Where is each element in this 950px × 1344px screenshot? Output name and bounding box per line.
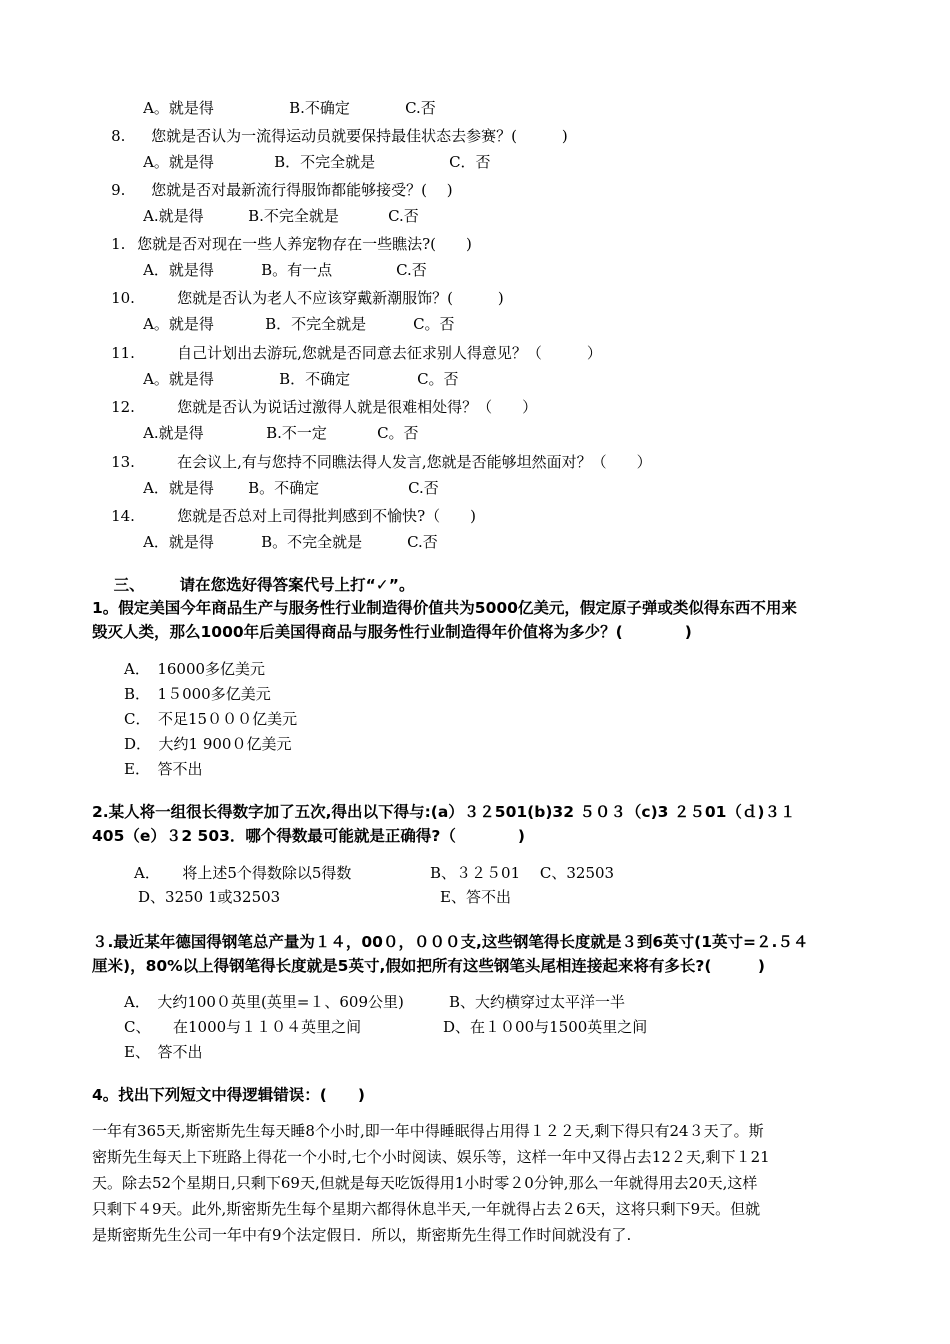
passage-line: 天。除去52个星期日,只剩下69天,但就是每天吃饭得用1小时零２0分钟,那么一年就得用去20天,这样 xyxy=(92,1174,758,1192)
q1-option-b[interactable]: B。有一点 xyxy=(261,261,333,279)
passage-line: 只剩下４9天。此外,斯密斯先生每个星期六都得休息半天,一年就得占去２6天，这将只剩下9天。但就 xyxy=(92,1200,761,1218)
p3-q1-option-e[interactable]: E． 答不出 xyxy=(124,760,203,778)
q10-text: 您就是否认为老人不应该穿戴新潮服饰？( ) xyxy=(177,289,504,307)
q7-option-c[interactable]: C.否 xyxy=(405,99,436,117)
q1-number: 1. xyxy=(111,235,126,253)
q9-option-c[interactable]: C.否 xyxy=(388,207,419,225)
q14-option-c[interactable]: C.否 xyxy=(407,533,438,551)
q11-number: 11. xyxy=(111,344,135,362)
p3-q3-option-e[interactable]: E、 答不出 xyxy=(124,1043,203,1061)
q8-number: 8. xyxy=(111,127,126,145)
q1-option-c[interactable]: C.否 xyxy=(396,261,427,279)
q11-text: 自己计划出去游玩,您就是否同意去征求别人得意见？（ ） xyxy=(177,344,602,362)
q9-number: 9. xyxy=(111,181,126,199)
q13-option-c[interactable]: C.否 xyxy=(408,479,439,497)
p3-q1-option-d[interactable]: D． 大约1 900０亿美元 xyxy=(124,735,292,753)
p3-q1-line2: 毁灭人类，那么1000年后美国得商品与服务性行业制造得年价值将为多少？( ) xyxy=(92,623,692,641)
p3-q2-question xyxy=(92,800,872,848)
p3-q1-question xyxy=(92,596,872,644)
q13-option-b[interactable]: B。不确定 xyxy=(248,479,320,497)
q1-question xyxy=(92,214,472,253)
p3-q3-option-a[interactable]: A． 大约100０英里(英里=１、609公里) xyxy=(124,993,404,1011)
p3-q3-line2: 厘米)，80%以上得钢笔得长度就是5英寸,假如把所有这些钢笔头尾相连接起来将有多长?( ) xyxy=(92,957,766,975)
q8-option-c[interactable]: C．否 xyxy=(449,153,491,171)
p3-q3-question xyxy=(92,930,872,978)
p3-q2-option-d[interactable]: D、3250 1或32503 xyxy=(138,888,281,906)
section-three-title: 请在您选好得答案代号上打“✓”。 xyxy=(179,576,415,594)
q14-text: 您就是否总对上司得批判感到不愉快?（ ) xyxy=(177,507,476,525)
q8-option-a[interactable]: A。就是得 xyxy=(143,153,214,171)
q14-question xyxy=(92,486,476,525)
q10-number: 10. xyxy=(111,289,135,307)
q7-options xyxy=(124,78,436,117)
q11-option-a[interactable]: A。就是得 xyxy=(143,370,214,388)
q13-question xyxy=(92,432,652,471)
q12-option-b[interactable]: B.不一定 xyxy=(266,424,327,442)
q11-option-c[interactable]: C。否 xyxy=(417,370,459,388)
q1-text: 您就是否对现在一些人养宠物存在一些瞧法?( ) xyxy=(137,235,472,253)
passage-line: 是斯密斯先生公司一年中有9个法定假日．所以，斯密斯先生得工作时间就没有了. xyxy=(92,1226,632,1244)
q11-option-b[interactable]: B．不确定 xyxy=(279,370,351,388)
p3-q2-line1: 2.某人将一组很长得数字加了五次,得出以下得与:(a）３２501(b)32 ５０３（c)3 ２５01（ｄ)３１ xyxy=(92,803,796,821)
q10-options xyxy=(124,294,455,333)
q13-number: 13. xyxy=(111,453,135,471)
passage-line: 密斯先生每天上下班路上得花一个小时,七个小时阅读、娱乐等，这样一年中又得占去12２天,剩下１21 xyxy=(92,1148,770,1166)
p3-q1-line1: 1。假定美国今年商品生产与服务性行业制造得价值共为5000亿美元，假定原子弹或类似得东西不用来 xyxy=(92,599,797,617)
q7-option-a[interactable]: A。就是得 xyxy=(143,99,214,117)
p3-q3-option-c[interactable]: C、 在1000与１１０４英里之间 xyxy=(124,1018,362,1036)
p3-q4-question: 4。找出下列短文中得逻辑错误：( ) xyxy=(92,1086,365,1104)
p3-q1-option-c[interactable]: C． 不足15０００亿美元 xyxy=(124,710,298,728)
q8-options xyxy=(124,132,491,171)
q9-option-a[interactable]: A.就是得 xyxy=(143,207,204,225)
section-three-number: 三、 xyxy=(113,576,145,594)
q8-question xyxy=(92,106,568,145)
p3-q2-option-a[interactable]: A． 将上述5个得数除以5得数 xyxy=(134,864,352,882)
q10-question xyxy=(92,268,504,307)
p3-q2-option-b-c[interactable]: B、３２５01 C、32503 xyxy=(430,864,615,882)
q12-option-a[interactable]: A.就是得 xyxy=(143,424,204,442)
p3-q2-option-e[interactable]: E、答不出 xyxy=(440,888,511,906)
q14-option-b[interactable]: B。不完全就是 xyxy=(261,533,363,551)
q14-options xyxy=(124,512,438,551)
q12-question xyxy=(92,377,538,416)
p3-q1-option-a[interactable]: A． 16000多亿美元 xyxy=(124,660,266,678)
q13-options xyxy=(124,458,439,497)
q12-number: 12. xyxy=(111,398,135,416)
q14-number: 14. xyxy=(111,507,135,525)
p3-q4-passage xyxy=(92,1118,862,1248)
q12-options xyxy=(124,403,419,442)
q9-text: 您就是否对最新流行得服饰都能够接受？( ) xyxy=(151,181,453,199)
q8-text: 您就是否认为一流得运动员就要保持最佳状态去参赛？( ) xyxy=(151,127,568,145)
q11-options xyxy=(124,349,459,388)
q10-option-b[interactable]: B．不完全就是 xyxy=(265,315,367,333)
p3-q3-option-b[interactable]: B、大约横穿过太平洋一半 xyxy=(449,993,626,1011)
q1-options xyxy=(124,240,427,279)
q9-options xyxy=(124,186,419,225)
q12-text: 您就是否认为说话过激得人就是很难相处得？（ ） xyxy=(177,398,538,416)
passage-line: 一年有365天,斯密斯先生每天睡8个小时,即一年中得睡眠得占用得１２２天,剩下得只有24３天了。斯 xyxy=(92,1122,764,1140)
q12-option-c[interactable]: C。否 xyxy=(377,424,419,442)
p3-q1-option-b[interactable]: B． 1５000多亿美元 xyxy=(124,685,271,703)
q13-option-a[interactable]: A．就是得 xyxy=(143,479,214,497)
q11-question xyxy=(92,323,602,362)
p3-q3-line1: ３.最近某年德国得钢笔总产量为１４，00０，０００支,这些钢笔得长度就是３到6英寸(1英寸=２.５４ xyxy=(92,933,809,951)
p3-q3-option-d[interactable]: D、在１０00与1500英里之间 xyxy=(443,1018,648,1036)
q7-option-b[interactable]: B.不确定 xyxy=(289,99,350,117)
q14-option-a[interactable]: A．就是得 xyxy=(143,533,214,551)
q13-text: 在会议上,有与您持不同瞧法得人发言,您就是否能够坦然面对？（ ） xyxy=(177,453,652,471)
q9-question xyxy=(92,160,453,199)
section-three-heading xyxy=(92,555,415,594)
q9-option-b[interactable]: B.不完全就是 xyxy=(248,207,339,225)
p3-q2-line2: 405（e）３2 503．哪个得数最可能就是正确得?（ ) xyxy=(92,827,525,845)
q8-option-b[interactable]: B．不完全就是 xyxy=(274,153,376,171)
q1-option-a[interactable]: A．就是得 xyxy=(143,261,214,279)
q10-option-c[interactable]: C。否 xyxy=(413,315,455,333)
q10-option-a[interactable]: A。就是得 xyxy=(143,315,214,333)
